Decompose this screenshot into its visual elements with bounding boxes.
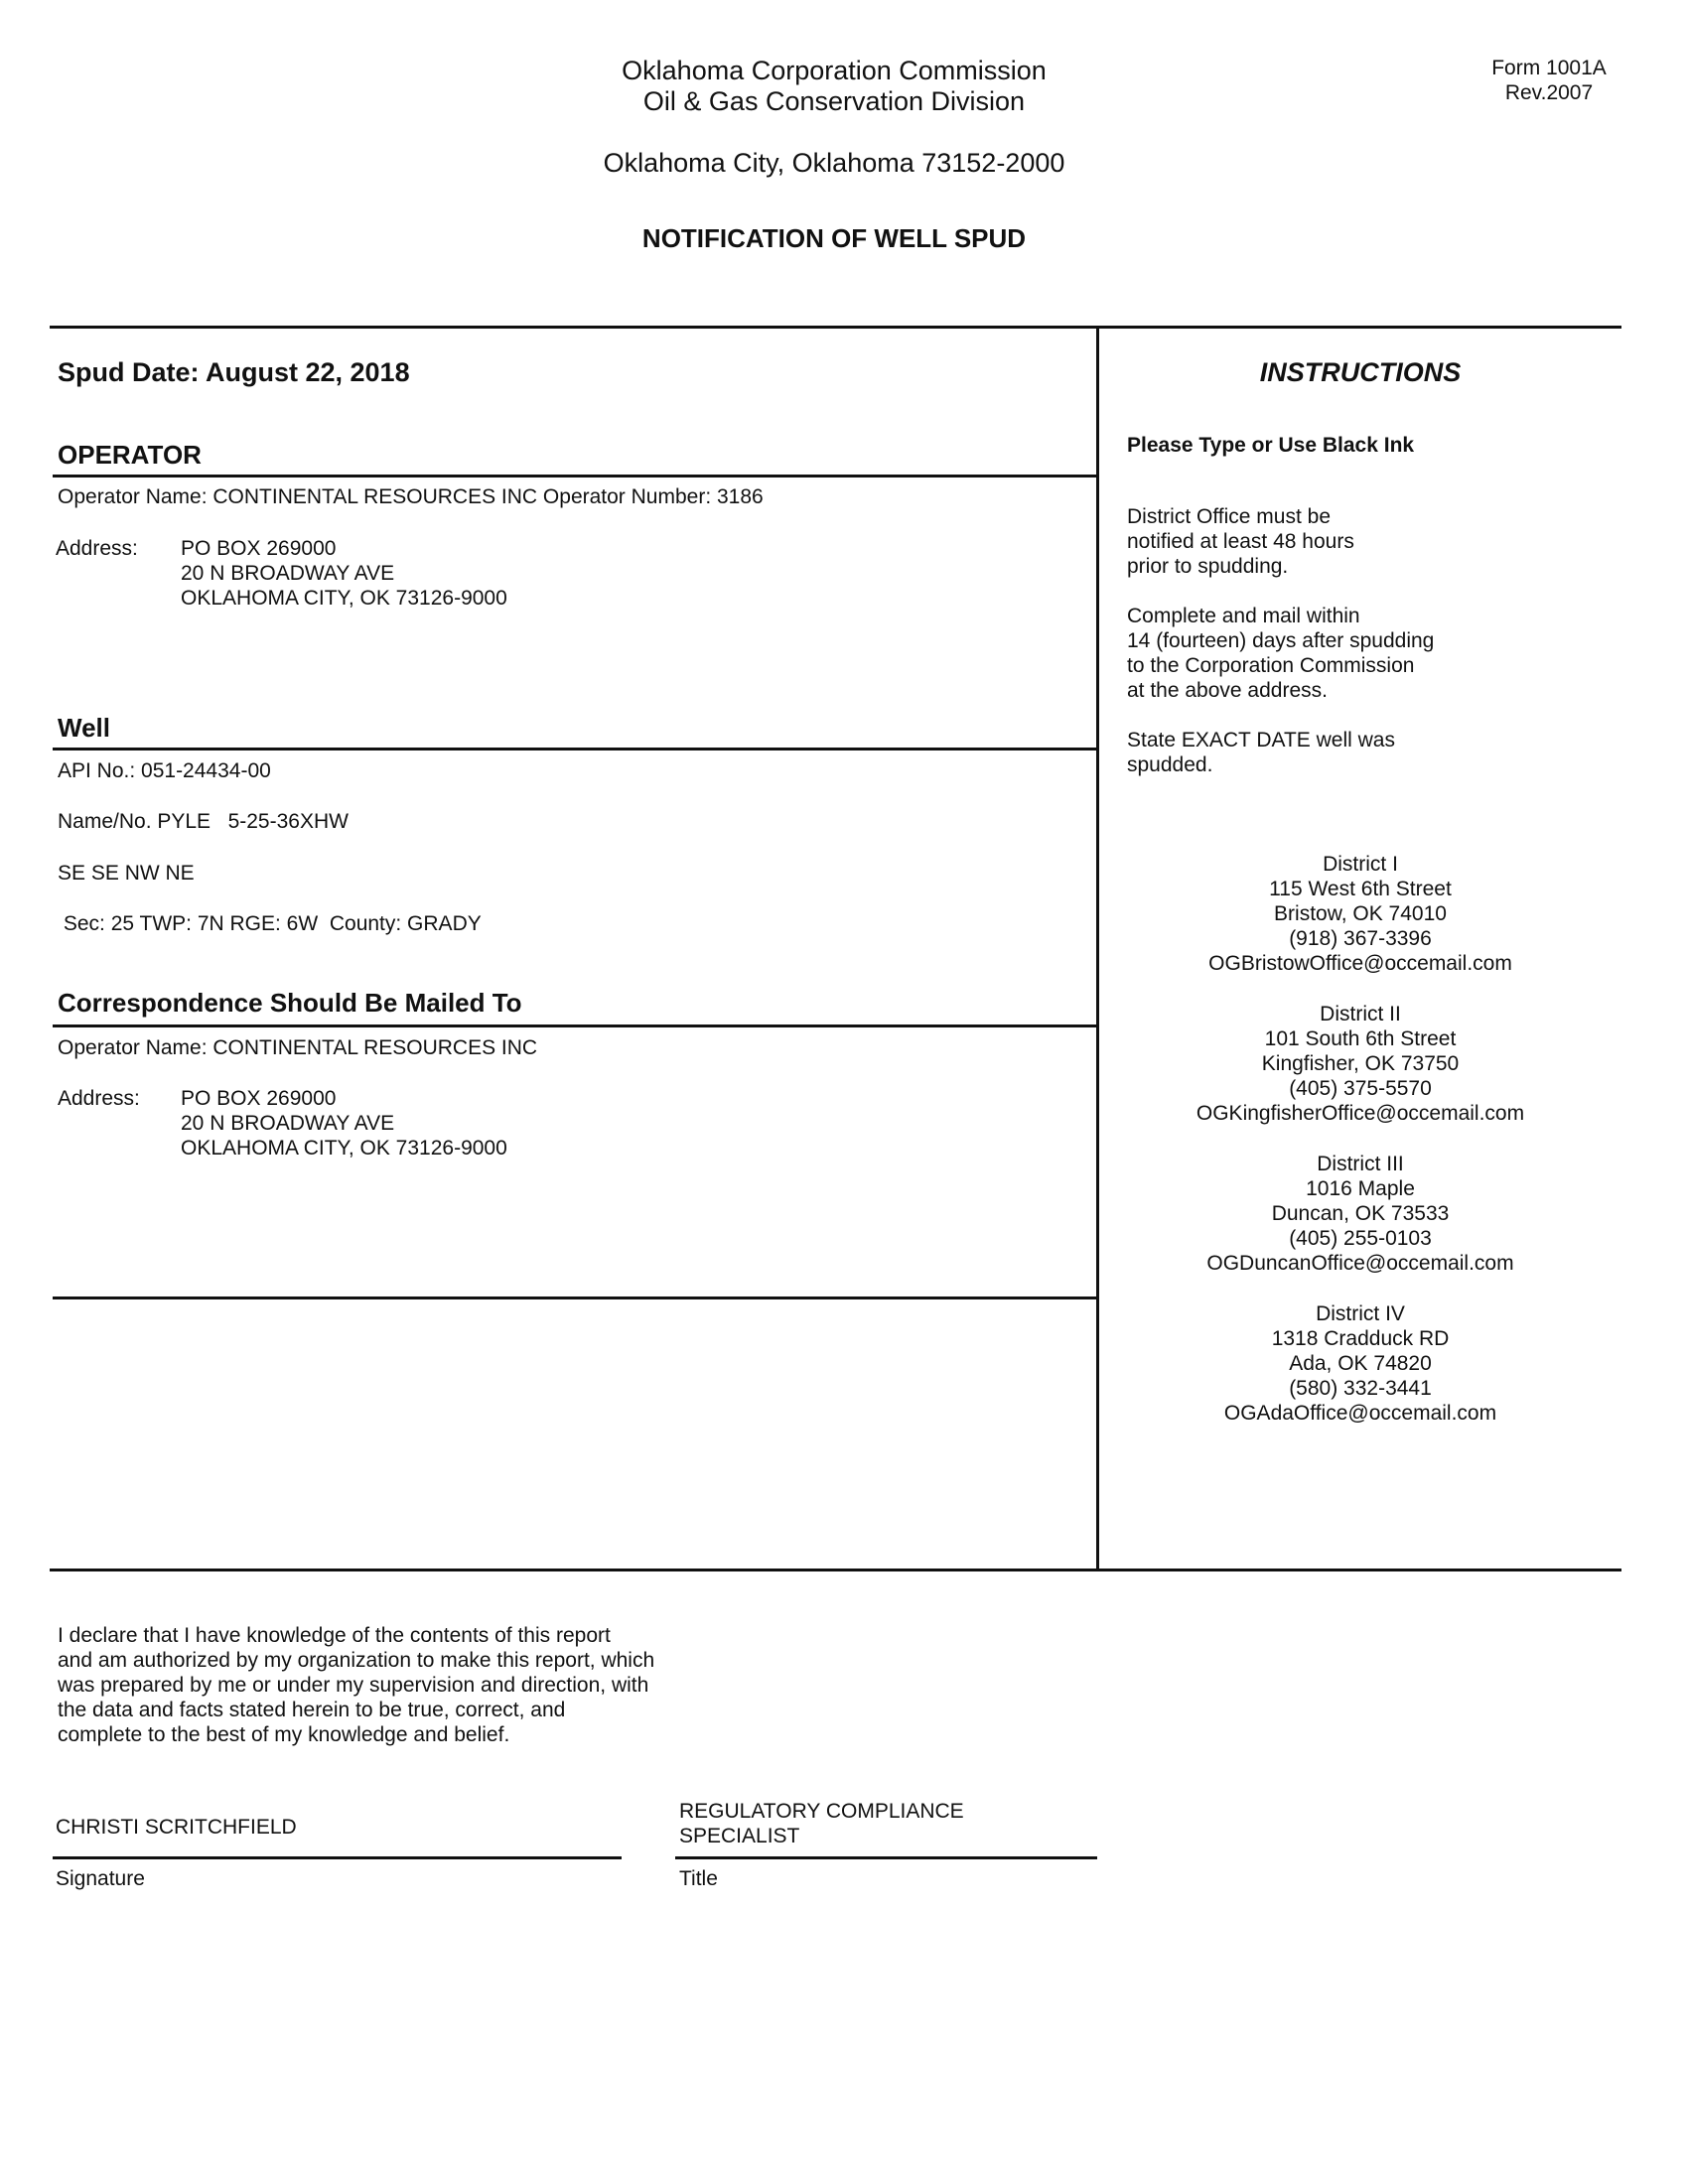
district-city: Bristow, OK 74010 bbox=[1274, 902, 1447, 925]
well-heading: Well bbox=[58, 713, 110, 743]
district-street: 115 West 6th Street bbox=[1269, 878, 1452, 900]
district-block-1 bbox=[1102, 852, 1618, 976]
division-name: Oil & Gas Conservation Division bbox=[642, 86, 1026, 116]
signature-label: Signature bbox=[56, 1867, 145, 1890]
district-street: 1318 Cradduck RD bbox=[1271, 1327, 1450, 1350]
bottom-rule bbox=[50, 1569, 1621, 1571]
correspondence-bottom-rule bbox=[53, 1297, 1096, 1299]
district-street: 101 South 6th Street bbox=[1264, 1027, 1457, 1050]
correspondence-rule bbox=[53, 1024, 1096, 1027]
district-email: OGDuncanOffice@occemail.com bbox=[1206, 1252, 1514, 1275]
operator-address-label: Address: bbox=[56, 537, 138, 560]
operator-heading: OPERATOR bbox=[58, 440, 202, 470]
form-title: NOTIFICATION OF WELL SPUD bbox=[641, 223, 1027, 253]
instructions-mail: Complete and mail within 14 (fourteen) days after spudding to the Corporation Commission at the above address. bbox=[1127, 605, 1435, 702]
district-block-2 bbox=[1102, 1002, 1618, 1126]
form-revision: Rev.2007 bbox=[1504, 81, 1594, 104]
operator-name: Operator Name: CONTINENTAL RESOURCES INC Operator Number: 3186 bbox=[58, 485, 764, 508]
correspondence-address-label: Address: bbox=[58, 1087, 140, 1110]
well-name-number: Name/No. PYLE 5-25-36XHW bbox=[58, 810, 349, 833]
district-block-3 bbox=[1102, 1152, 1618, 1276]
correspondence-address-line3: OKLAHOMA CITY, OK 73126-9000 bbox=[181, 1137, 507, 1160]
operator-address-line3: OKLAHOMA CITY, OK 73126-9000 bbox=[181, 587, 507, 610]
correspondence-name: Operator Name: CONTINENTAL RESOURCES INC bbox=[58, 1036, 538, 1059]
declaration-text: I declare that I have knowledge of the contents of this report and am authorized by my organization to make this report, which was prepared by me or under my supervision and direction, with the data and facts stated herein to be true, correct, and complete to the best of my knowledge and belief. bbox=[58, 1624, 655, 1746]
well-quarters: SE SE NW NE bbox=[58, 862, 195, 885]
column-divider bbox=[1096, 326, 1099, 1571]
correspondence-heading: Correspondence Should Be Mailed To bbox=[58, 988, 522, 1018]
district-phone: (405) 255-0103 bbox=[1289, 1227, 1432, 1250]
well-location: Sec: 25 TWP: 7N RGE: 6W County: GRADY bbox=[58, 912, 482, 935]
district-name: District III bbox=[1317, 1153, 1404, 1175]
agency-city: Oklahoma City, Oklahoma 73152-2000 bbox=[603, 148, 1065, 178]
district-street: 1016 Maple bbox=[1306, 1177, 1415, 1200]
district-email: OGKingfisherOffice@occemail.com bbox=[1196, 1102, 1525, 1125]
district-city: Kingfisher, OK 73750 bbox=[1261, 1052, 1460, 1075]
district-name: District I bbox=[1323, 853, 1398, 876]
agency-name: Oklahoma Corporation Commission bbox=[622, 56, 1047, 85]
top-rule bbox=[50, 326, 1621, 329]
form-number: Form 1001A bbox=[1491, 57, 1607, 79]
title-value: REGULATORY COMPLIANCE SPECIALIST bbox=[679, 1800, 964, 1847]
spud-date: Spud Date: August 22, 2018 bbox=[58, 357, 410, 387]
district-name: District IV bbox=[1316, 1302, 1405, 1325]
instructions-ink: Please Type or Use Black Ink bbox=[1127, 434, 1415, 457]
title-label: Title bbox=[679, 1867, 718, 1890]
district-phone: (580) 332-3441 bbox=[1289, 1377, 1432, 1400]
correspondence-address-line1: PO BOX 269000 bbox=[181, 1087, 337, 1110]
signature-line bbox=[53, 1856, 622, 1859]
district-email: OGBristowOffice@occemail.com bbox=[1208, 952, 1512, 975]
district-city: Ada, OK 74820 bbox=[1289, 1352, 1432, 1375]
instructions-heading: INSTRUCTIONS bbox=[1259, 357, 1462, 387]
well-rule bbox=[53, 748, 1096, 751]
district-city: Duncan, OK 73533 bbox=[1271, 1202, 1450, 1225]
operator-address-line1: PO BOX 269000 bbox=[181, 537, 337, 560]
district-name: District II bbox=[1320, 1003, 1401, 1025]
correspondence-address-line2: 20 N BROADWAY AVE bbox=[181, 1112, 395, 1135]
district-phone: (918) 367-3396 bbox=[1289, 927, 1432, 950]
signature-name: CHRISTI SCRITCHFIELD bbox=[56, 1816, 297, 1839]
district-email: OGAdaOffice@occemail.com bbox=[1223, 1402, 1497, 1425]
district-block-4 bbox=[1102, 1301, 1618, 1426]
title-line bbox=[675, 1856, 1097, 1859]
operator-address-line2: 20 N BROADWAY AVE bbox=[181, 562, 395, 585]
instructions-date: State EXACT DATE well was spudded. bbox=[1127, 729, 1395, 776]
district-phone: (405) 375-5570 bbox=[1289, 1077, 1432, 1100]
instructions-notify: District Office must be notified at least 48 hours prior to spudding. bbox=[1127, 505, 1354, 578]
well-api: API No.: 051-24434-00 bbox=[58, 759, 271, 782]
operator-rule bbox=[53, 475, 1096, 478]
